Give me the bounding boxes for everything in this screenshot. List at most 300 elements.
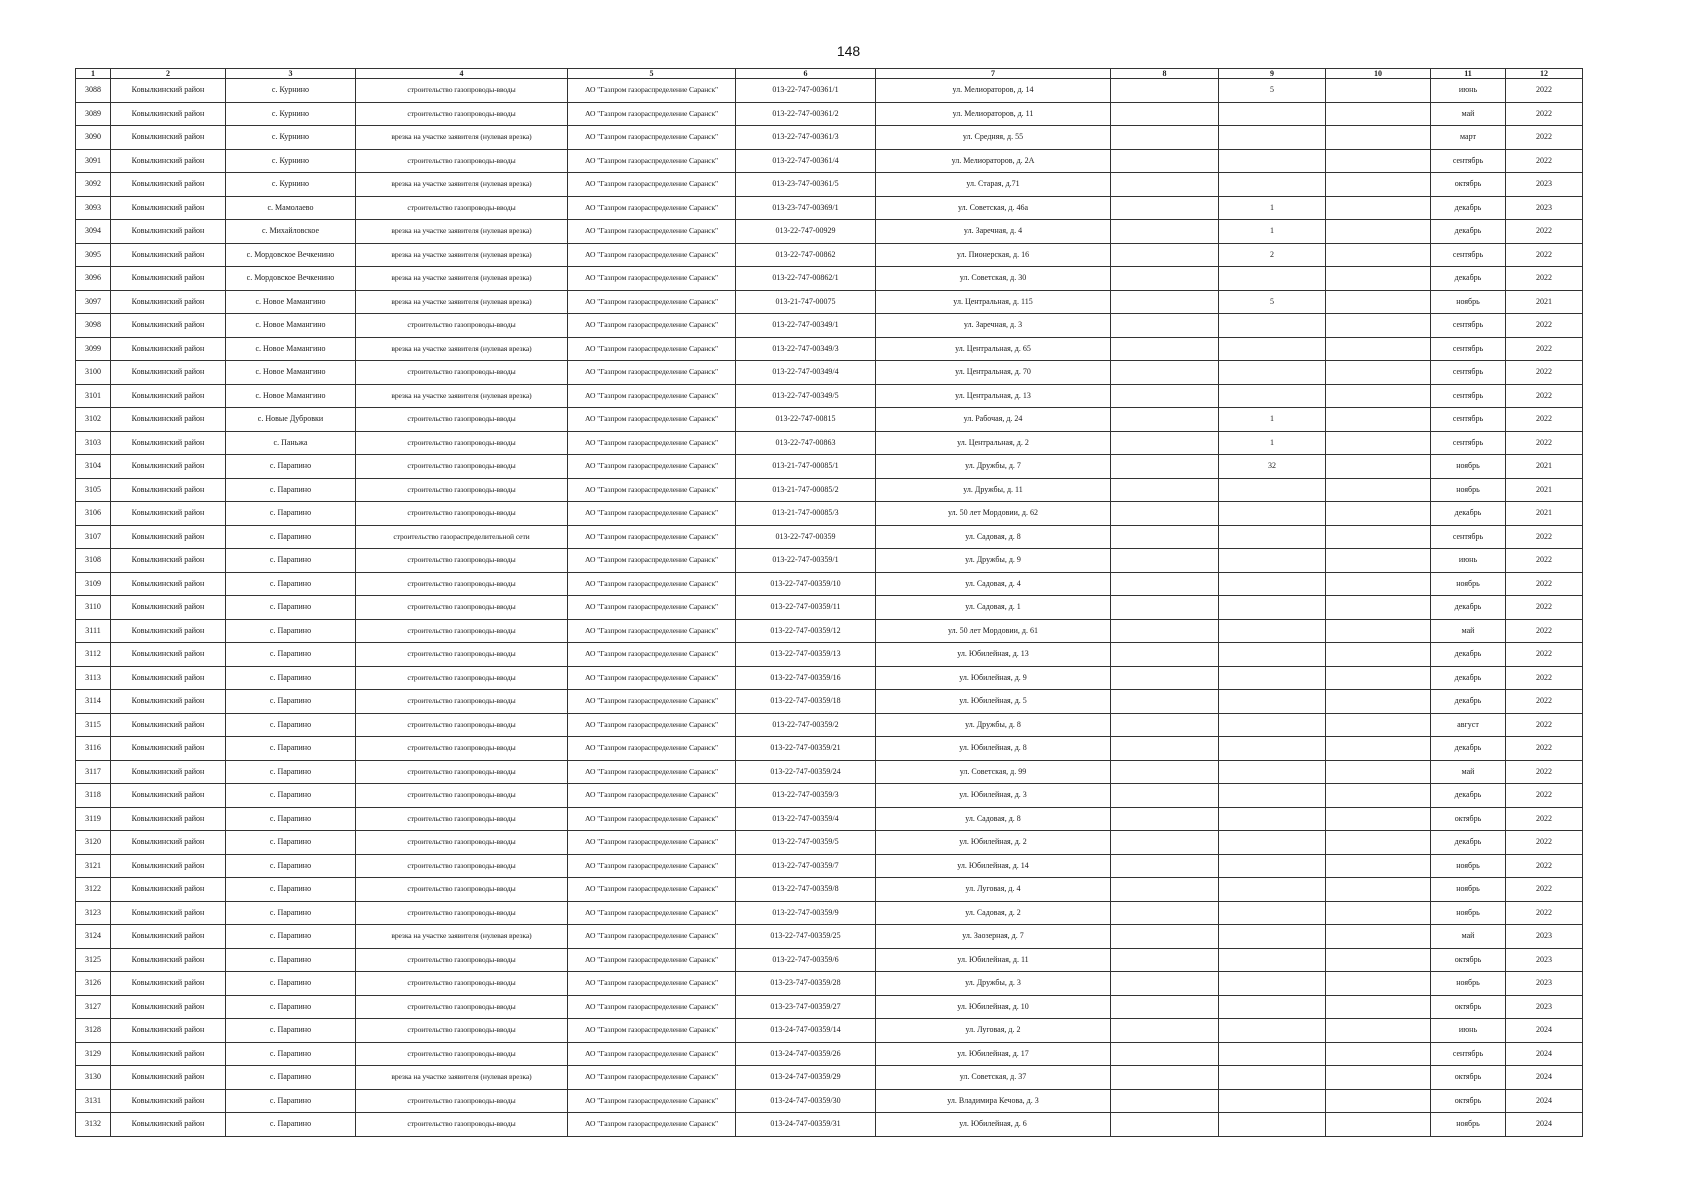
district-cell: Ковылкинский район bbox=[111, 502, 226, 526]
month-cell: декабрь bbox=[1431, 784, 1506, 808]
year-cell: 2022 bbox=[1506, 549, 1583, 573]
contract-number-cell: 013-22-747-00862 bbox=[736, 243, 876, 267]
column-header: 2 bbox=[111, 69, 226, 79]
month-cell: ноябрь bbox=[1431, 854, 1506, 878]
row-number-cell: 3108 bbox=[76, 549, 111, 573]
row-number-cell: 3094 bbox=[76, 220, 111, 244]
month-cell: июнь bbox=[1431, 1019, 1506, 1043]
address-cell: ул. Юбилейная, д. 17 bbox=[876, 1042, 1111, 1066]
work-type-cell: строительство газопроводы-вводы bbox=[356, 549, 568, 573]
work-type-cell: строительство газопроводы-вводы bbox=[356, 737, 568, 761]
col8-cell bbox=[1111, 384, 1219, 408]
address-cell: ул. Мелиораторов, д. 14 bbox=[876, 79, 1111, 103]
month-cell: июнь bbox=[1431, 549, 1506, 573]
contract-number-cell: 013-22-747-00361/3 bbox=[736, 126, 876, 150]
row-number-cell: 3127 bbox=[76, 995, 111, 1019]
row-number-cell: 3098 bbox=[76, 314, 111, 338]
settlement-cell: с. Парапино bbox=[226, 455, 356, 479]
col9-cell bbox=[1219, 337, 1326, 361]
organization-cell: АО "Газпром газораспределение Саранск" bbox=[568, 1042, 736, 1066]
settlement-cell: с. Парапино bbox=[226, 713, 356, 737]
row-number-cell: 3101 bbox=[76, 384, 111, 408]
col9-cell bbox=[1219, 807, 1326, 831]
settlement-cell: с. Парапино bbox=[226, 972, 356, 996]
work-type-cell: строительство газопроводы-вводы bbox=[356, 831, 568, 855]
work-type-cell: строительство газопроводы-вводы bbox=[356, 1042, 568, 1066]
gasification-register-table bbox=[75, 68, 1583, 1137]
settlement-cell: с. Парапино bbox=[226, 807, 356, 831]
col9-cell bbox=[1219, 102, 1326, 126]
organization-cell: АО "Газпром газораспределение Саранск" bbox=[568, 525, 736, 549]
col9-cell bbox=[1219, 1089, 1326, 1113]
year-cell: 2022 bbox=[1506, 643, 1583, 667]
address-cell: ул. Юбилейная, д. 11 bbox=[876, 948, 1111, 972]
col10-cell bbox=[1326, 643, 1431, 667]
address-cell: ул. Юбилейная, д. 2 bbox=[876, 831, 1111, 855]
col9-cell: 2 bbox=[1219, 243, 1326, 267]
year-cell: 2022 bbox=[1506, 220, 1583, 244]
year-cell: 2022 bbox=[1506, 807, 1583, 831]
column-header: 5 bbox=[568, 69, 736, 79]
col9-cell bbox=[1219, 878, 1326, 902]
table-row bbox=[76, 737, 1583, 761]
organization-cell: АО "Газпром газораспределение Саранск" bbox=[568, 102, 736, 126]
year-cell: 2024 bbox=[1506, 1019, 1583, 1043]
table-row bbox=[76, 596, 1583, 620]
col8-cell bbox=[1111, 619, 1219, 643]
row-number-cell: 3120 bbox=[76, 831, 111, 855]
table-row bbox=[76, 361, 1583, 385]
organization-cell: АО "Газпром газораспределение Саранск" bbox=[568, 384, 736, 408]
settlement-cell: с. Парапино bbox=[226, 760, 356, 784]
col9-cell: 1 bbox=[1219, 196, 1326, 220]
month-cell: ноябрь bbox=[1431, 1113, 1506, 1137]
col9-cell bbox=[1219, 478, 1326, 502]
contract-number-cell: 013-22-747-00359/12 bbox=[736, 619, 876, 643]
col8-cell bbox=[1111, 666, 1219, 690]
col9-cell bbox=[1219, 643, 1326, 667]
col10-cell bbox=[1326, 220, 1431, 244]
col9-cell bbox=[1219, 901, 1326, 925]
row-number-cell: 3126 bbox=[76, 972, 111, 996]
col9-cell bbox=[1219, 126, 1326, 150]
district-cell: Ковылкинский район bbox=[111, 666, 226, 690]
row-number-cell: 3112 bbox=[76, 643, 111, 667]
district-cell: Ковылкинский район bbox=[111, 760, 226, 784]
settlement-cell: с. Парапино bbox=[226, 596, 356, 620]
col10-cell bbox=[1326, 149, 1431, 173]
month-cell: сентябрь bbox=[1431, 431, 1506, 455]
col10-cell bbox=[1326, 1066, 1431, 1090]
column-header: 11 bbox=[1431, 69, 1506, 79]
table-row bbox=[76, 807, 1583, 831]
year-cell: 2022 bbox=[1506, 572, 1583, 596]
col10-cell bbox=[1326, 290, 1431, 314]
year-cell: 2023 bbox=[1506, 972, 1583, 996]
col9-cell bbox=[1219, 737, 1326, 761]
contract-number-cell: 013-22-747-00359/8 bbox=[736, 878, 876, 902]
work-type-cell: строительство газопроводы-вводы bbox=[356, 760, 568, 784]
address-cell: ул. Юбилейная, д. 5 bbox=[876, 690, 1111, 714]
contract-number-cell: 013-22-747-00359 bbox=[736, 525, 876, 549]
district-cell: Ковылкинский район bbox=[111, 149, 226, 173]
year-cell: 2022 bbox=[1506, 361, 1583, 385]
col10-cell bbox=[1326, 384, 1431, 408]
col8-cell bbox=[1111, 784, 1219, 808]
year-cell: 2022 bbox=[1506, 596, 1583, 620]
table-body bbox=[76, 79, 1583, 1137]
col8-cell bbox=[1111, 760, 1219, 784]
col9-cell bbox=[1219, 995, 1326, 1019]
col10-cell bbox=[1326, 337, 1431, 361]
settlement-cell: с. Парапино bbox=[226, 901, 356, 925]
year-cell: 2022 bbox=[1506, 901, 1583, 925]
address-cell: ул. Старая, д.71 bbox=[876, 173, 1111, 197]
contract-number-cell: 013-22-747-00359/2 bbox=[736, 713, 876, 737]
year-cell: 2024 bbox=[1506, 1042, 1583, 1066]
settlement-cell: с. Парапино bbox=[226, 619, 356, 643]
row-number-cell: 3103 bbox=[76, 431, 111, 455]
table-row bbox=[76, 173, 1583, 197]
col8-cell bbox=[1111, 878, 1219, 902]
col10-cell bbox=[1326, 925, 1431, 949]
row-number-cell: 3131 bbox=[76, 1089, 111, 1113]
col8-cell bbox=[1111, 502, 1219, 526]
col9-cell bbox=[1219, 525, 1326, 549]
col8-cell bbox=[1111, 408, 1219, 432]
contract-number-cell: 013-21-747-00085/2 bbox=[736, 478, 876, 502]
work-type-cell: строительство газопроводы-вводы bbox=[356, 972, 568, 996]
row-number-cell: 3096 bbox=[76, 267, 111, 291]
table-row bbox=[76, 643, 1583, 667]
work-type-cell: врезка на участке заявителя (нулевая врезка) bbox=[356, 925, 568, 949]
settlement-cell: с. Новое Мамангино bbox=[226, 384, 356, 408]
row-number-cell: 3106 bbox=[76, 502, 111, 526]
col10-cell bbox=[1326, 1042, 1431, 1066]
table-row bbox=[76, 267, 1583, 291]
month-cell: декабрь bbox=[1431, 643, 1506, 667]
address-cell: ул. Советская, д. 30 bbox=[876, 267, 1111, 291]
year-cell: 2022 bbox=[1506, 878, 1583, 902]
settlement-cell: с. Парапино bbox=[226, 1042, 356, 1066]
col9-cell bbox=[1219, 572, 1326, 596]
organization-cell: АО "Газпром газораспределение Саранск" bbox=[568, 643, 736, 667]
col10-cell bbox=[1326, 525, 1431, 549]
col10-cell bbox=[1326, 243, 1431, 267]
col8-cell bbox=[1111, 126, 1219, 150]
column-number-header-row bbox=[76, 69, 1583, 79]
row-number-cell: 3100 bbox=[76, 361, 111, 385]
col8-cell bbox=[1111, 737, 1219, 761]
contract-number-cell: 013-22-747-00359/9 bbox=[736, 901, 876, 925]
contract-number-cell: 013-22-747-00359/13 bbox=[736, 643, 876, 667]
work-type-cell: строительство газопроводы-вводы bbox=[356, 713, 568, 737]
work-type-cell: строительство газопроводы-вводы bbox=[356, 619, 568, 643]
work-type-cell: строительство газопроводы-вводы bbox=[356, 361, 568, 385]
district-cell: Ковылкинский район bbox=[111, 455, 226, 479]
page-number: 148 bbox=[836, 43, 861, 59]
row-number-cell: 3105 bbox=[76, 478, 111, 502]
month-cell: декабрь bbox=[1431, 690, 1506, 714]
contract-number-cell: 013-22-747-00359/4 bbox=[736, 807, 876, 831]
table-row bbox=[76, 290, 1583, 314]
month-cell: ноябрь bbox=[1431, 572, 1506, 596]
year-cell: 2022 bbox=[1506, 126, 1583, 150]
year-cell: 2022 bbox=[1506, 79, 1583, 103]
year-cell: 2022 bbox=[1506, 666, 1583, 690]
column-header: 3 bbox=[226, 69, 356, 79]
organization-cell: АО "Газпром газораспределение Саранск" bbox=[568, 126, 736, 150]
col8-cell bbox=[1111, 572, 1219, 596]
year-cell: 2022 bbox=[1506, 149, 1583, 173]
work-type-cell: строительство газопроводы-вводы bbox=[356, 455, 568, 479]
col8-cell bbox=[1111, 948, 1219, 972]
month-cell: ноябрь bbox=[1431, 455, 1506, 479]
work-type-cell: врезка на участке заявителя (нулевая врезка) bbox=[356, 173, 568, 197]
organization-cell: АО "Газпром газораспределение Саранск" bbox=[568, 713, 736, 737]
column-header: 1 bbox=[76, 69, 111, 79]
col10-cell bbox=[1326, 361, 1431, 385]
organization-cell: АО "Газпром газораспределение Саранск" bbox=[568, 431, 736, 455]
address-cell: ул. Юбилейная, д. 3 bbox=[876, 784, 1111, 808]
contract-number-cell: 013-22-747-00862/1 bbox=[736, 267, 876, 291]
address-cell: ул. Мелиораторов, д. 2А bbox=[876, 149, 1111, 173]
col8-cell bbox=[1111, 596, 1219, 620]
address-cell: ул. Дружбы, д. 3 bbox=[876, 972, 1111, 996]
col10-cell bbox=[1326, 1113, 1431, 1137]
work-type-cell: строительство газопроводы-вводы bbox=[356, 1113, 568, 1137]
address-cell: ул. Средняя, д. 55 bbox=[876, 126, 1111, 150]
month-cell: май bbox=[1431, 925, 1506, 949]
col9-cell bbox=[1219, 314, 1326, 338]
table-row bbox=[76, 1066, 1583, 1090]
table-row bbox=[76, 431, 1583, 455]
settlement-cell: с. Парапино bbox=[226, 784, 356, 808]
col8-cell bbox=[1111, 854, 1219, 878]
col8-cell bbox=[1111, 1113, 1219, 1137]
district-cell: Ковылкинский район bbox=[111, 126, 226, 150]
address-cell: ул. Юбилейная, д. 14 bbox=[876, 854, 1111, 878]
col8-cell bbox=[1111, 79, 1219, 103]
contract-number-cell: 013-22-747-00359/6 bbox=[736, 948, 876, 972]
row-number-cell: 3090 bbox=[76, 126, 111, 150]
contract-number-cell: 013-22-747-00359/10 bbox=[736, 572, 876, 596]
month-cell: октябрь bbox=[1431, 1089, 1506, 1113]
organization-cell: АО "Газпром газораспределение Саранск" bbox=[568, 337, 736, 361]
address-cell: ул. Заречная, д. 4 bbox=[876, 220, 1111, 244]
address-cell: ул. Юбилейная, д. 13 bbox=[876, 643, 1111, 667]
year-cell: 2022 bbox=[1506, 102, 1583, 126]
settlement-cell: с. Парапино bbox=[226, 525, 356, 549]
row-number-cell: 3129 bbox=[76, 1042, 111, 1066]
month-cell: сентябрь bbox=[1431, 337, 1506, 361]
year-cell: 2022 bbox=[1506, 431, 1583, 455]
organization-cell: АО "Газпром газораспределение Саранск" bbox=[568, 690, 736, 714]
col8-cell bbox=[1111, 972, 1219, 996]
year-cell: 2022 bbox=[1506, 337, 1583, 361]
col8-cell bbox=[1111, 455, 1219, 479]
col8-cell bbox=[1111, 267, 1219, 291]
settlement-cell: с. Парапино bbox=[226, 1113, 356, 1137]
column-header: 6 bbox=[736, 69, 876, 79]
col10-cell bbox=[1326, 126, 1431, 150]
col8-cell bbox=[1111, 102, 1219, 126]
contract-number-cell: 013-22-747-00359/3 bbox=[736, 784, 876, 808]
contract-number-cell: 013-22-747-00359/1 bbox=[736, 549, 876, 573]
col9-cell bbox=[1219, 361, 1326, 385]
work-type-cell: строительство газопроводы-вводы bbox=[356, 807, 568, 831]
settlement-cell: с. Курнино bbox=[226, 79, 356, 103]
row-number-cell: 3109 bbox=[76, 572, 111, 596]
col8-cell bbox=[1111, 1042, 1219, 1066]
contract-number-cell: 013-21-747-00085/3 bbox=[736, 502, 876, 526]
settlement-cell: с. Парапино bbox=[226, 878, 356, 902]
year-cell: 2022 bbox=[1506, 267, 1583, 291]
month-cell: март bbox=[1431, 126, 1506, 150]
district-cell: Ковылкинский район bbox=[111, 525, 226, 549]
work-type-cell: строительство газопроводы-вводы bbox=[356, 854, 568, 878]
address-cell: ул. Садовая, д. 8 bbox=[876, 807, 1111, 831]
settlement-cell: с. Парапино bbox=[226, 690, 356, 714]
col8-cell bbox=[1111, 1089, 1219, 1113]
col10-cell bbox=[1326, 948, 1431, 972]
district-cell: Ковылкинский район bbox=[111, 337, 226, 361]
work-type-cell: строительство газопроводы-вводы bbox=[356, 79, 568, 103]
work-type-cell: строительство газопроводы-вводы bbox=[356, 948, 568, 972]
district-cell: Ковылкинский район bbox=[111, 102, 226, 126]
work-type-cell: строительство газопроводы-вводы bbox=[356, 196, 568, 220]
month-cell: октябрь bbox=[1431, 995, 1506, 1019]
address-cell: ул. Владимира Кечова, д. 3 bbox=[876, 1089, 1111, 1113]
col8-cell bbox=[1111, 149, 1219, 173]
month-cell: декабрь bbox=[1431, 196, 1506, 220]
table-row bbox=[76, 713, 1583, 737]
month-cell: май bbox=[1431, 619, 1506, 643]
col8-cell bbox=[1111, 525, 1219, 549]
table-row bbox=[76, 502, 1583, 526]
district-cell: Ковылкинский район bbox=[111, 596, 226, 620]
address-cell: ул. Дружбы, д. 11 bbox=[876, 478, 1111, 502]
contract-number-cell: 013-23-747-00359/27 bbox=[736, 995, 876, 1019]
address-cell: ул. Советская, д. 46а bbox=[876, 196, 1111, 220]
col9-cell bbox=[1219, 948, 1326, 972]
month-cell: сентябрь bbox=[1431, 361, 1506, 385]
col9-cell bbox=[1219, 760, 1326, 784]
month-cell: декабрь bbox=[1431, 737, 1506, 761]
contract-number-cell: 013-23-747-00361/5 bbox=[736, 173, 876, 197]
contract-number-cell: 013-23-747-00359/28 bbox=[736, 972, 876, 996]
contract-number-cell: 013-22-747-00361/1 bbox=[736, 79, 876, 103]
contract-number-cell: 013-21-747-00075 bbox=[736, 290, 876, 314]
address-cell: ул. Юбилейная, д. 8 bbox=[876, 737, 1111, 761]
organization-cell: АО "Газпром газораспределение Саранск" bbox=[568, 314, 736, 338]
address-cell: ул. Луговая, д. 4 bbox=[876, 878, 1111, 902]
col10-cell bbox=[1326, 690, 1431, 714]
row-number-cell: 3099 bbox=[76, 337, 111, 361]
month-cell: октябрь bbox=[1431, 807, 1506, 831]
month-cell: декабрь bbox=[1431, 220, 1506, 244]
settlement-cell: с. Парапино bbox=[226, 502, 356, 526]
district-cell: Ковылкинский район bbox=[111, 878, 226, 902]
col9-cell bbox=[1219, 384, 1326, 408]
col10-cell bbox=[1326, 666, 1431, 690]
organization-cell: АО "Газпром газораспределение Саранск" bbox=[568, 1113, 736, 1137]
work-type-cell: строительство газопроводы-вводы bbox=[356, 666, 568, 690]
col10-cell bbox=[1326, 760, 1431, 784]
year-cell: 2022 bbox=[1506, 713, 1583, 737]
district-cell: Ковылкинский район bbox=[111, 79, 226, 103]
contract-number-cell: 013-24-747-00359/30 bbox=[736, 1089, 876, 1113]
col9-cell bbox=[1219, 784, 1326, 808]
organization-cell: АО "Газпром газораспределение Саранск" bbox=[568, 901, 736, 925]
col9-cell bbox=[1219, 1066, 1326, 1090]
col10-cell bbox=[1326, 831, 1431, 855]
col8-cell bbox=[1111, 995, 1219, 1019]
district-cell: Ковылкинский район bbox=[111, 478, 226, 502]
work-type-cell: врезка на участке заявителя (нулевая врезка) bbox=[356, 220, 568, 244]
work-type-cell: строительство газопроводы-вводы bbox=[356, 878, 568, 902]
district-cell: Ковылкинский район bbox=[111, 925, 226, 949]
row-number-cell: 3102 bbox=[76, 408, 111, 432]
col10-cell bbox=[1326, 431, 1431, 455]
work-type-cell: строительство газораспределительной сети bbox=[356, 525, 568, 549]
settlement-cell: с. Новое Мамангино bbox=[226, 361, 356, 385]
col10-cell bbox=[1326, 267, 1431, 291]
col8-cell bbox=[1111, 549, 1219, 573]
work-type-cell: строительство газопроводы-вводы bbox=[356, 314, 568, 338]
settlement-cell: с. Паньжа bbox=[226, 431, 356, 455]
table-row bbox=[76, 408, 1583, 432]
work-type-cell: врезка на участке заявителя (нулевая врезка) bbox=[356, 384, 568, 408]
settlement-cell: с. Парапино bbox=[226, 831, 356, 855]
settlement-cell: с. Парапино bbox=[226, 478, 356, 502]
work-type-cell: строительство газопроводы-вводы bbox=[356, 408, 568, 432]
col8-cell bbox=[1111, 173, 1219, 197]
organization-cell: АО "Газпром газораспределение Саранск" bbox=[568, 243, 736, 267]
organization-cell: АО "Газпром газораспределение Саранск" bbox=[568, 666, 736, 690]
district-cell: Ковылкинский район bbox=[111, 972, 226, 996]
year-cell: 2022 bbox=[1506, 384, 1583, 408]
settlement-cell: с. Парапино bbox=[226, 1089, 356, 1113]
contract-number-cell: 013-22-747-00349/1 bbox=[736, 314, 876, 338]
year-cell: 2021 bbox=[1506, 455, 1583, 479]
month-cell: июнь bbox=[1431, 79, 1506, 103]
column-header: 10 bbox=[1326, 69, 1431, 79]
contract-number-cell: 013-22-747-00359/21 bbox=[736, 737, 876, 761]
district-cell: Ковылкинский район bbox=[111, 948, 226, 972]
row-number-cell: 3097 bbox=[76, 290, 111, 314]
work-type-cell: врезка на участке заявителя (нулевая врезка) bbox=[356, 337, 568, 361]
address-cell: ул. Центральная, д. 13 bbox=[876, 384, 1111, 408]
col9-cell bbox=[1219, 854, 1326, 878]
settlement-cell: с. Парапино bbox=[226, 549, 356, 573]
address-cell: ул. 50 лет Мордовии, д. 61 bbox=[876, 619, 1111, 643]
col10-cell bbox=[1326, 455, 1431, 479]
organization-cell: АО "Газпром газораспределение Саранск" bbox=[568, 995, 736, 1019]
organization-cell: АО "Газпром газораспределение Саранск" bbox=[568, 220, 736, 244]
table-row bbox=[76, 337, 1583, 361]
col8-cell bbox=[1111, 431, 1219, 455]
row-number-cell: 3117 bbox=[76, 760, 111, 784]
table-row bbox=[76, 1089, 1583, 1113]
contract-number-cell: 013-23-747-00369/1 bbox=[736, 196, 876, 220]
col9-cell: 32 bbox=[1219, 455, 1326, 479]
contract-number-cell: 013-24-747-00359/26 bbox=[736, 1042, 876, 1066]
settlement-cell: с. Курнино bbox=[226, 126, 356, 150]
work-type-cell: строительство газопроводы-вводы bbox=[356, 572, 568, 596]
row-number-cell: 3128 bbox=[76, 1019, 111, 1043]
row-number-cell: 3132 bbox=[76, 1113, 111, 1137]
